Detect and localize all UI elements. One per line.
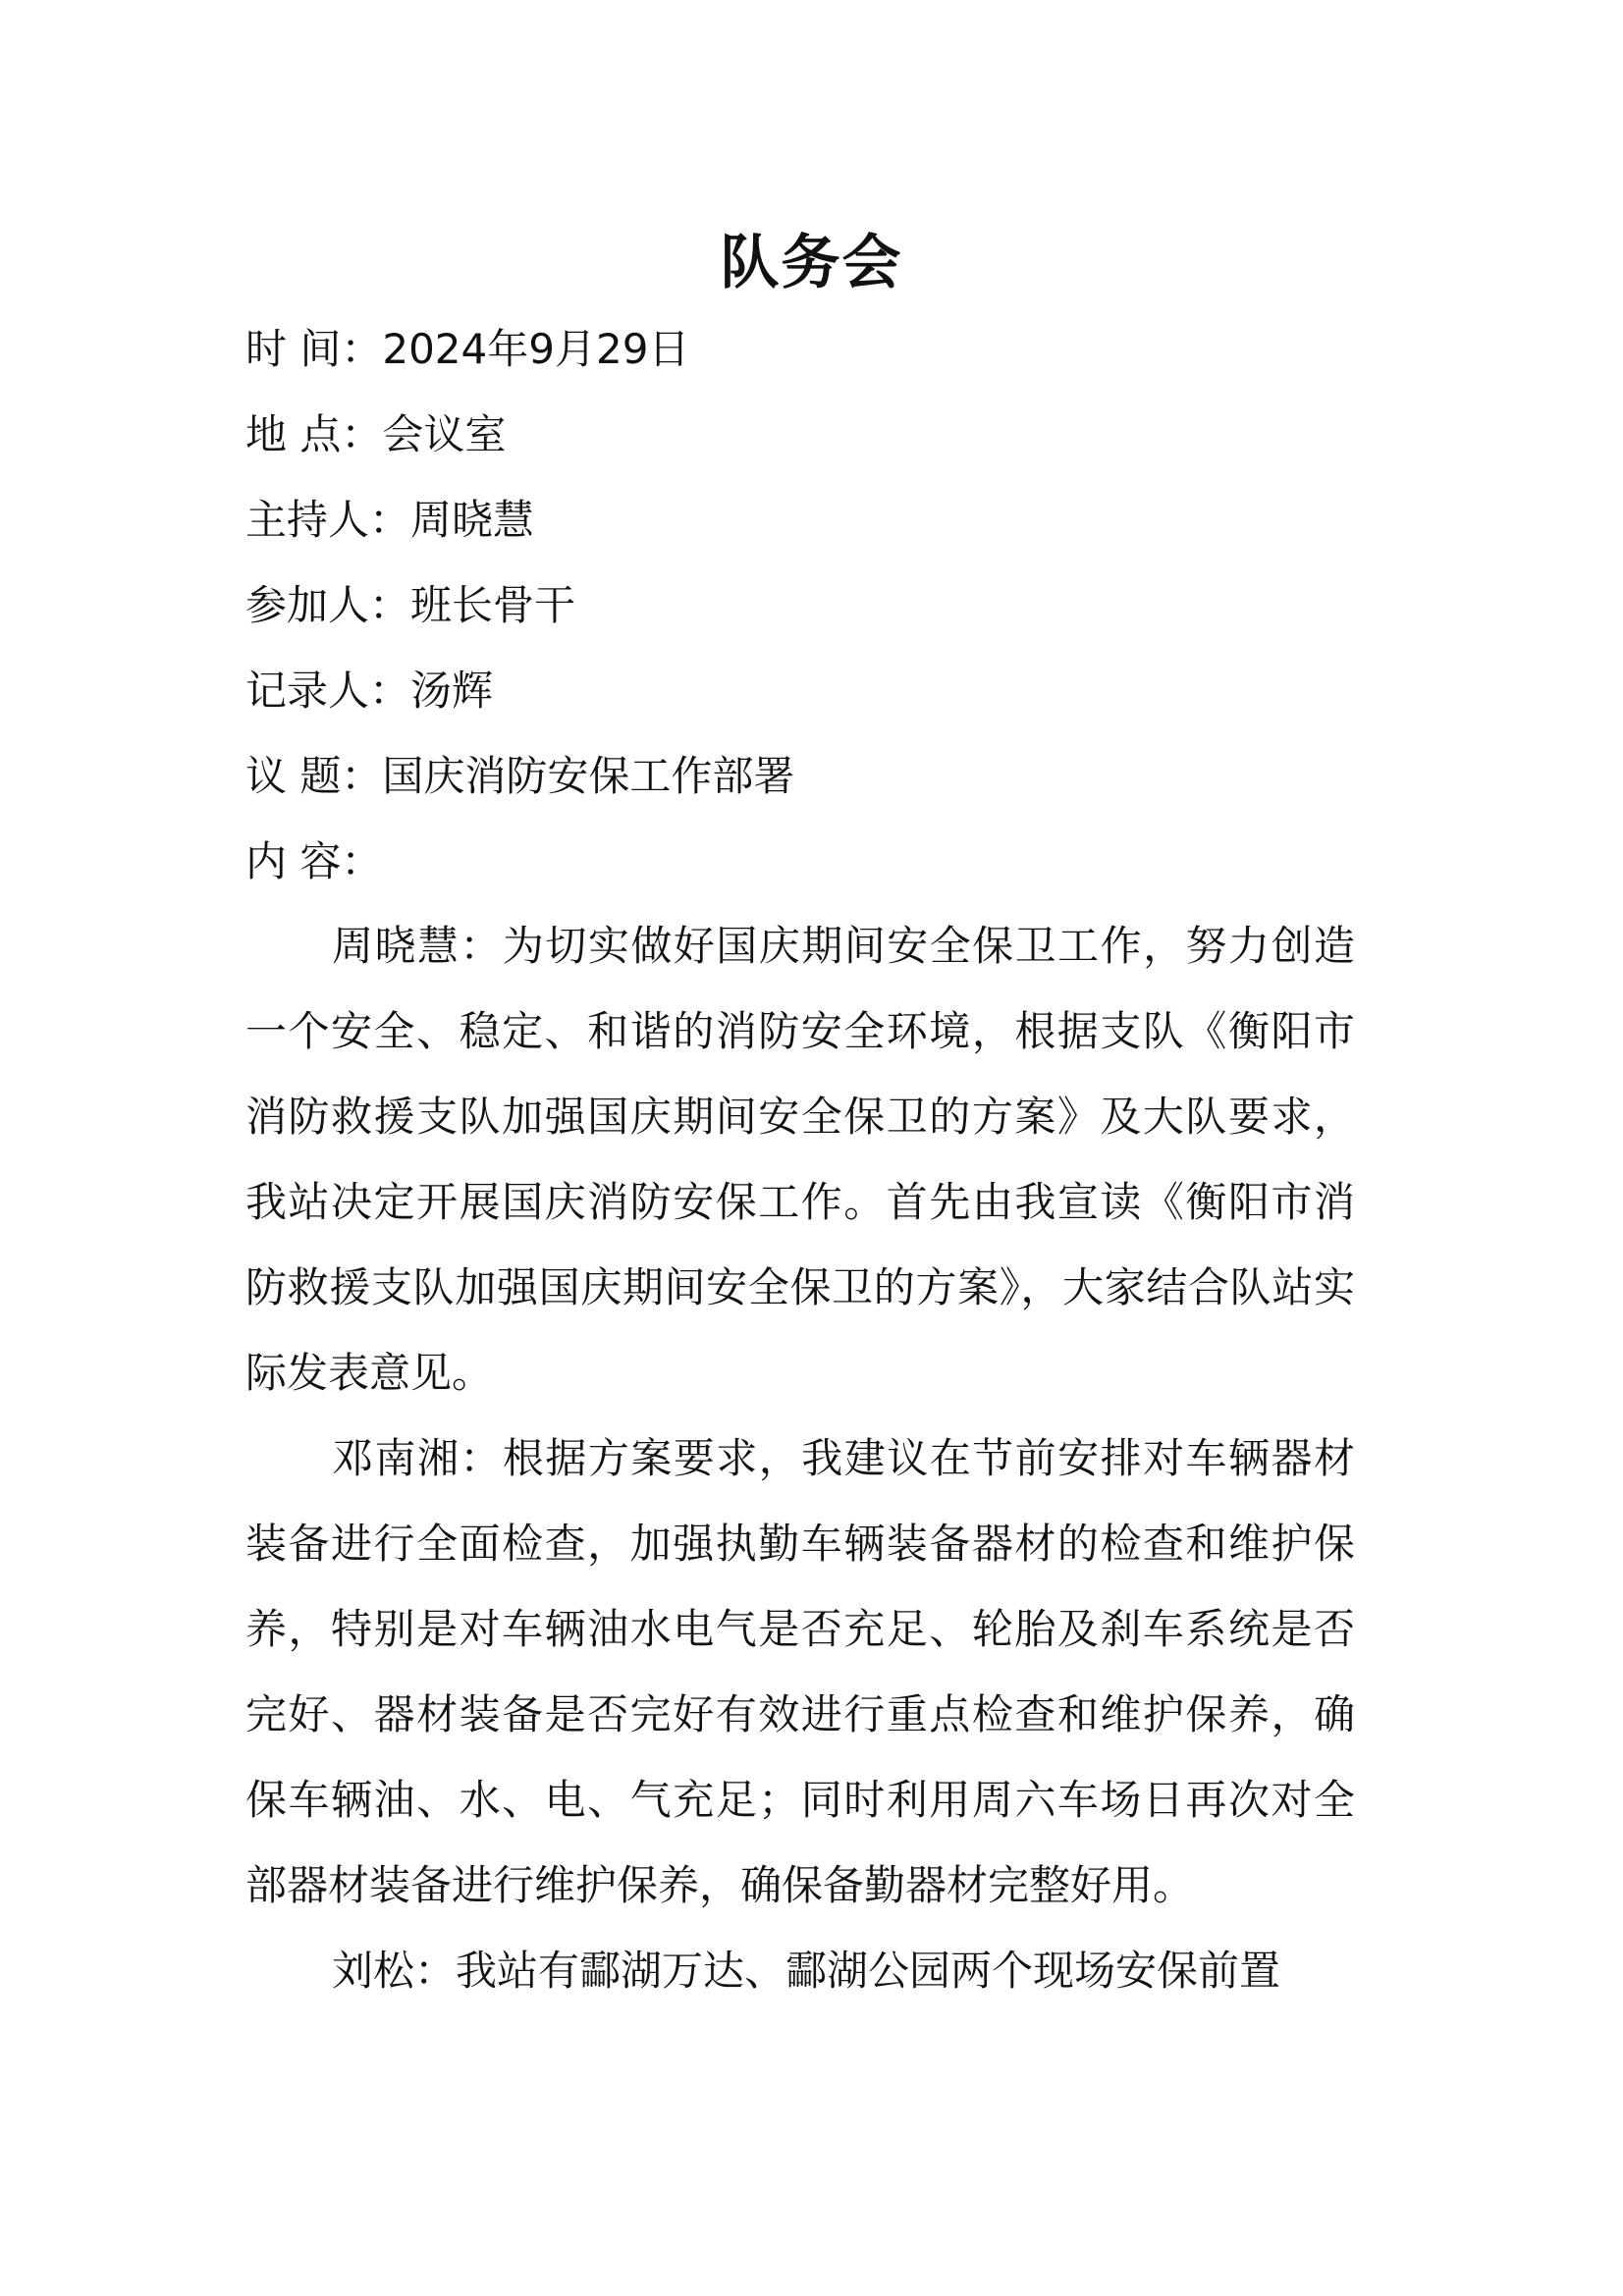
meta-row-recorder — [245, 654, 1384, 739]
meta-label: 议 题： — [245, 752, 383, 800]
paragraph-text: 根据方案要求，我建议在节前安排对车辆器材装备进行全面检查，加强执勤车辆装备器材的检查和维护保养，特别是对车辆油水电气是否充足、轮胎及刹车系统是否完好、器材装备是否完好有效进行重点检查和维护保养，确保车辆油、水、电、气充足；同时利用周六车场日再次对全部器材装备进行维护保养，确保备勤器材完整好用。 — [245, 1434, 1355, 1909]
meta-value: 汤辉 — [410, 667, 494, 715]
paragraph-text: 我站有酃湖万达、酃湖公园两个现场安保前置 — [456, 1947, 1281, 1995]
meta-label: 地 点： — [245, 410, 383, 458]
meta-label: 内 容： — [245, 837, 383, 885]
meeting-meta — [245, 312, 1384, 910]
speaker-name: 邓南湘： — [332, 1434, 503, 1482]
meta-label: 记录人： — [245, 667, 411, 715]
minutes-paragraph — [245, 903, 1355, 1415]
document-title: 队务会 — [720, 229, 903, 297]
meta-row-time — [245, 312, 1384, 398]
meta-row-host — [245, 483, 1384, 568]
meeting-minutes-body — [245, 903, 1355, 2013]
meta-row-attendees — [245, 568, 1384, 654]
meta-row-topic — [245, 739, 1384, 825]
minutes-paragraph — [245, 1928, 1355, 2013]
meta-value: 班长骨干 — [410, 581, 576, 629]
meta-row-location — [245, 398, 1384, 483]
meta-value: 会议室 — [382, 410, 507, 458]
minutes-paragraph — [245, 1415, 1355, 1928]
meta-value: 国庆消防安保工作部署 — [382, 752, 795, 800]
meta-value: 周晓慧 — [410, 496, 535, 544]
meta-label: 时 间： — [245, 325, 383, 373]
meta-row-content — [245, 825, 1384, 910]
meta-label: 主持人： — [245, 496, 411, 544]
meta-label: 参加人： — [245, 581, 411, 629]
speaker-name: 周晓慧： — [332, 922, 503, 970]
speaker-name: 刘松： — [332, 1947, 457, 1995]
meta-value: 2024年9月29日 — [382, 325, 690, 373]
paragraph-text: 为切实做好国庆期间安全保卫工作，努力创造一个安全、稳定、和谐的消防安全环境，根据支队《衡阳市消防救援支队加强国庆期间安全保卫的方案》及大队要求，我站决定开展国庆消防安保工作。首先由我宣读《衡阳市消防救援支队加强国庆期间安全保卫的方案》，大家结合队站实际发表意见。 — [245, 922, 1355, 1397]
